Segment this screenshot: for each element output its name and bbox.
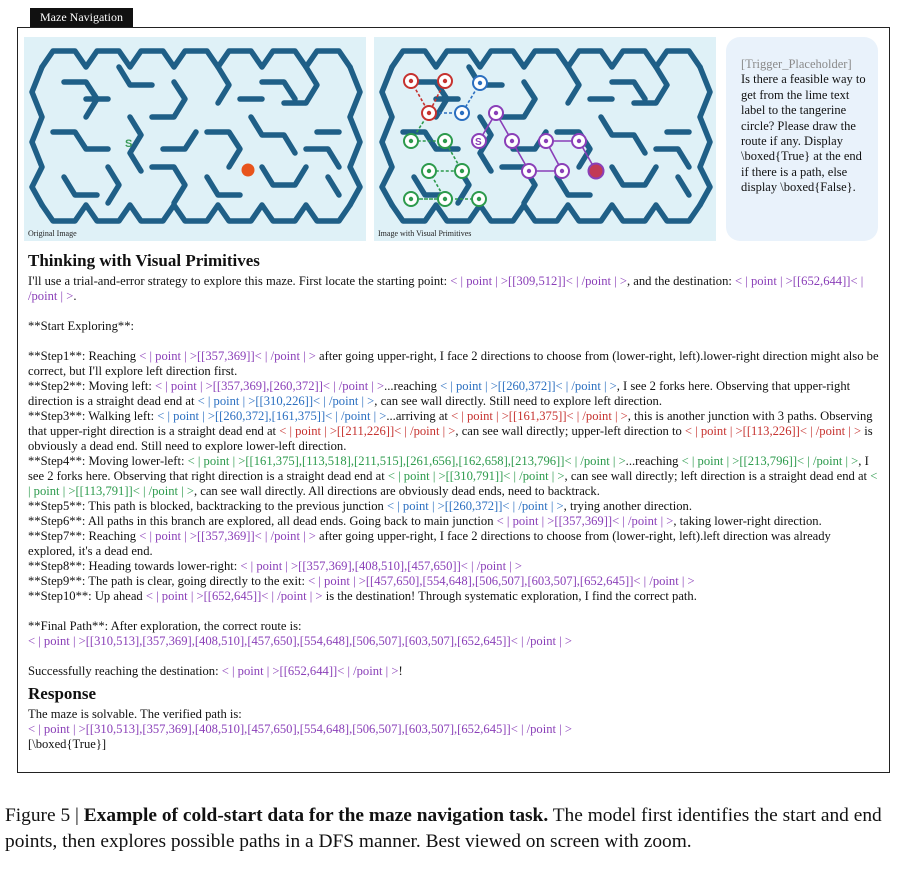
- thinking-line: [28, 454, 880, 499]
- primitive-point-dot: [427, 169, 431, 173]
- maze-inner-wall: [152, 167, 185, 203]
- point-token: < | point | >[[213,796]]< | /point | >: [681, 454, 859, 468]
- response-line: [28, 707, 880, 722]
- maze-inner-wall: [262, 82, 295, 99]
- text-segment: Successfully reaching the destination:: [28, 664, 222, 678]
- trigger-placeholder: [Trigger_Placeholder]: [741, 57, 852, 71]
- point-token: < | point | >[[260,372]]< | /point | >: [440, 379, 617, 393]
- maze-inner-wall: [163, 132, 196, 149]
- point-token: < | point | >[[357,369],[260,372]]< | /point | >: [154, 379, 385, 393]
- maze-left-wall: [382, 67, 392, 205]
- primitive-point-dot: [460, 111, 464, 115]
- point-token: < | point | >[[310,226]]< | /point | >: [197, 394, 375, 408]
- maze-inner-wall: [207, 132, 240, 167]
- text-segment: , trying another direction.: [563, 499, 693, 513]
- point-token: < | point | >[[260,372]]< | /point | >: [386, 499, 564, 513]
- primitive-point-dot: [427, 111, 431, 115]
- primitive-point-dot: [443, 139, 447, 143]
- point-token: < | point | >[[357,369],[408,510],[457,650]]< | /point | >: [240, 559, 523, 573]
- thinking-line: [28, 574, 880, 589]
- maze-inner-wall: [53, 132, 108, 149]
- maze-inner-wall: [64, 177, 97, 195]
- primitive-point-dot: [494, 111, 498, 115]
- thinking-line: [28, 319, 880, 334]
- original-maze-image: [24, 37, 366, 241]
- primitive-point-dot: [577, 139, 581, 143]
- thinking-heading: Thinking with Visual Primitives: [28, 251, 260, 270]
- blank-line: [28, 334, 880, 349]
- maze-top-wall: [392, 51, 700, 67]
- point-token: < | point | >[[211,226]]< | /point | >: [279, 424, 456, 438]
- response-line: [28, 737, 880, 752]
- text-segment: , can see wall directly. All directions are obviously dead ends, need to backtrack.: [193, 484, 600, 498]
- point-token: < | point | >[[457,650],[554,648],[506,507],[603,507],[652,645]]< | /point | >: [308, 574, 695, 588]
- question-bubble: [726, 37, 878, 241]
- text-segment: , and the destination:: [626, 274, 736, 288]
- text-segment: ...arriving at: [386, 409, 452, 423]
- text-segment: , this is another junction with 3 paths. Observing that upper-right direction is a straight dead end at: [28, 409, 876, 438]
- maze-inner-wall: [612, 82, 645, 99]
- thinking-line: [28, 349, 880, 379]
- point-token: < | point | >[[161,375],[113,518],[211,515],[261,656],[162,658],[213,796]]< | /point | >: [187, 454, 626, 468]
- text-segment: The maze is solvable. The verified path is:: [28, 707, 242, 721]
- text-segment: , taking lower-right direction.: [673, 514, 822, 528]
- thinking-line: [28, 274, 880, 304]
- maze-left-wall: [32, 67, 42, 205]
- thinking-line: [28, 514, 880, 529]
- primitive-point-dot: [460, 169, 464, 173]
- maze-right-wall: [700, 67, 710, 205]
- maze-inner-wall: [207, 177, 240, 195]
- text-segment: ...reaching: [384, 379, 441, 393]
- maze-right-wall: [350, 67, 360, 205]
- maze-inner-wall: [568, 67, 579, 103]
- thinking-text: [28, 274, 880, 679]
- thinking-line: [28, 559, 880, 574]
- maze-inner-wall: [601, 117, 645, 153]
- text-segment: ...reaching: [625, 454, 682, 468]
- point-token: < | point | >[[357,369]]< | /point | >: [139, 349, 316, 363]
- thinking-line: [28, 499, 880, 514]
- figure-tab-title: Maze Navigation: [30, 8, 133, 27]
- text-segment: **Step2**: Moving left:: [28, 379, 155, 393]
- response-heading: Response: [28, 684, 97, 703]
- figure-caption: [5, 803, 903, 855]
- maze-inner-wall: [251, 117, 295, 153]
- text-segment: **Step5**: This path is blocked, backtracking to the previous junction: [28, 499, 387, 513]
- primitive-point-dot: [560, 169, 564, 173]
- point-token: < | point | >[[310,791]]< | /point | >: [387, 469, 565, 483]
- thinking-line: [28, 589, 880, 604]
- point-token: < | point | >[[309,512]]< | /point | >: [450, 274, 627, 288]
- text-segment: is obviously a dead end. Still need to explore lower-left direction.: [28, 424, 876, 453]
- maze-inner-wall: [152, 82, 185, 117]
- original-image-caption: Original Image: [28, 229, 77, 238]
- primitive-point-dot: [443, 197, 447, 201]
- primitive-point-dot: [409, 139, 413, 143]
- text-segment: [\boxed{True}]: [28, 737, 107, 751]
- start-letter-primitive: S: [475, 137, 482, 148]
- text-segment: **Step9**: The path is clear, going directly to the exit:: [28, 574, 309, 588]
- point-token: < | point | >[[113,226]]< | /point | >: [684, 424, 862, 438]
- point-token: < | point | >[[652,644]]< | /point | >: [221, 664, 399, 678]
- text-segment: **Step10**: Up ahead: [28, 589, 146, 603]
- text-segment: **Step4**: Moving lower-left:: [28, 454, 188, 468]
- figure-caption-label: Figure 5 |: [5, 805, 84, 826]
- maze-inner-wall: [262, 167, 306, 185]
- maze-inner-wall: [612, 167, 656, 185]
- point-token: < | point | >[[260,372],[161,375]]< | /point | >: [157, 409, 387, 423]
- text-segment: , I see 2 forks here. Observing that upper-right direction is a straight dead end at: [28, 379, 854, 408]
- maze-bottom-wall: [42, 205, 350, 221]
- text-segment: after going upper-right, I face 2 directions to choose from (lower-right, left).lower-right direction might also be correct, but I'll explore left direction first.: [28, 349, 882, 378]
- maze-inner-wall: [328, 177, 339, 195]
- maze-inner-wall: [218, 67, 229, 103]
- primitives-image-caption: Image with Visual Primitives: [378, 229, 472, 238]
- thinking-line: [28, 379, 880, 409]
- primitive-point-dot: [478, 81, 482, 85]
- blank-line: [28, 649, 880, 664]
- text-segment: is the destination! Through systematic exploration, I find the correct path.: [322, 589, 697, 603]
- point-token: < | point | >[[357,369]]< | /point | >: [139, 529, 316, 543]
- maze-inner-wall: [678, 177, 689, 195]
- point-token: < | point | >[[357,369]]< | /point | >: [496, 514, 674, 528]
- point-token: < | point | >[[310,513],[357,369],[408,510],[457,650],[554,648],[506,507],[603,507],[652,645]]< | /point | >: [28, 634, 572, 648]
- text-segment: **Step1**: Reaching: [28, 349, 140, 363]
- text-segment: **Step8**: Heading towards lower-right:: [28, 559, 241, 573]
- point-token: < | point | >[[113,791]]< | /point | >: [28, 469, 881, 498]
- text-segment: , can see wall directly; upper-left direction to: [455, 424, 685, 438]
- maze-inner-wall: [502, 82, 535, 117]
- primitive-point-dot: [527, 169, 531, 173]
- primitives-maze-panel: [374, 37, 716, 241]
- figure-caption-bold: Example of cold-start data for the maze navigation task.: [83, 805, 549, 826]
- maze-inner-wall: [306, 149, 339, 167]
- maze-inner-wall: [557, 177, 590, 195]
- start-letter: S: [125, 138, 133, 150]
- thinking-line: [28, 529, 880, 559]
- maze-inner-wall: [656, 149, 689, 167]
- blank-line: [28, 604, 880, 619]
- reasoning-body: [28, 251, 880, 752]
- text-segment: , I see 2 forks here. Observing that right direction is a straight dead end at: [28, 454, 872, 483]
- primitive-point-dot: [409, 197, 413, 201]
- text-segment: after going upper-right, I face 2 directions to choose from (lower-right, left).left direction was already explored, it's a dead end.: [28, 529, 835, 558]
- text-segment: **Step7**: Reaching: [28, 529, 140, 543]
- maze-walls: [32, 51, 360, 221]
- text-segment: **Step3**: Walking left:: [28, 409, 158, 423]
- figure-caption-rest: The model first identifies the start and end points, then explores possible paths in a DFS manner. Best viewed on screen with zoom.: [5, 805, 882, 852]
- thinking-line: [28, 664, 880, 679]
- text-segment: **Final Path**: After exploration, the correct route is:: [28, 619, 302, 633]
- text-segment: I'll use a trial-and-error strategy to explore this maze. First locate the starting point:: [28, 274, 451, 288]
- primitive-point-dot: [477, 197, 481, 201]
- primitive-point-dot: [544, 139, 548, 143]
- thinking-line: [28, 619, 880, 634]
- thinking-line: [28, 409, 880, 454]
- end-circle: [242, 164, 255, 177]
- primitive-point-dot: [409, 79, 413, 83]
- blank-line: [28, 304, 880, 319]
- text-segment: , can see wall directly. Still need to explore left direction.: [374, 394, 662, 408]
- point-token: < | point | >[[161,375]]< | /point | >: [451, 409, 628, 423]
- primitives-maze-image: [374, 37, 716, 241]
- text-segment: **Step6**: All paths in this branch are explored, all dead ends. Going back to main junction: [28, 514, 497, 528]
- text-segment: **Start Exploring**:: [28, 319, 134, 333]
- thinking-line: [28, 634, 880, 649]
- original-maze-panel: [24, 37, 366, 241]
- primitive-point-dot: [443, 79, 447, 83]
- maze-inner-wall: [108, 167, 119, 203]
- maze-inner-wall: [119, 67, 152, 85]
- primitive-point-dot: [510, 139, 514, 143]
- point-token: < | point | >[[652,644]]< | /point | >: [28, 274, 867, 303]
- text-segment: , can see wall directly; left direction is a straight dead end at: [564, 469, 871, 483]
- response-text: [28, 707, 880, 752]
- text-segment: .: [73, 289, 77, 303]
- response-line: [28, 722, 880, 737]
- text-segment: !: [398, 664, 403, 678]
- maze-bottom-wall: [392, 205, 700, 221]
- point-token: < | point | >[[310,513],[357,369],[408,510],[457,650],[554,648],[506,507],[603,507],[652,645]]< | /point | >: [28, 722, 572, 736]
- end-point-marker: [589, 164, 604, 179]
- maze-top-wall: [42, 51, 350, 67]
- question-text: Is there a feasible way to get from the lime text label to the tangerine circle? Please draw the route if any. Display \boxed{True} at the end if there is a path, else display \boxed{False}.: [741, 72, 866, 195]
- point-token: < | point | >[[652,645]]< | /point | >: [145, 589, 323, 603]
